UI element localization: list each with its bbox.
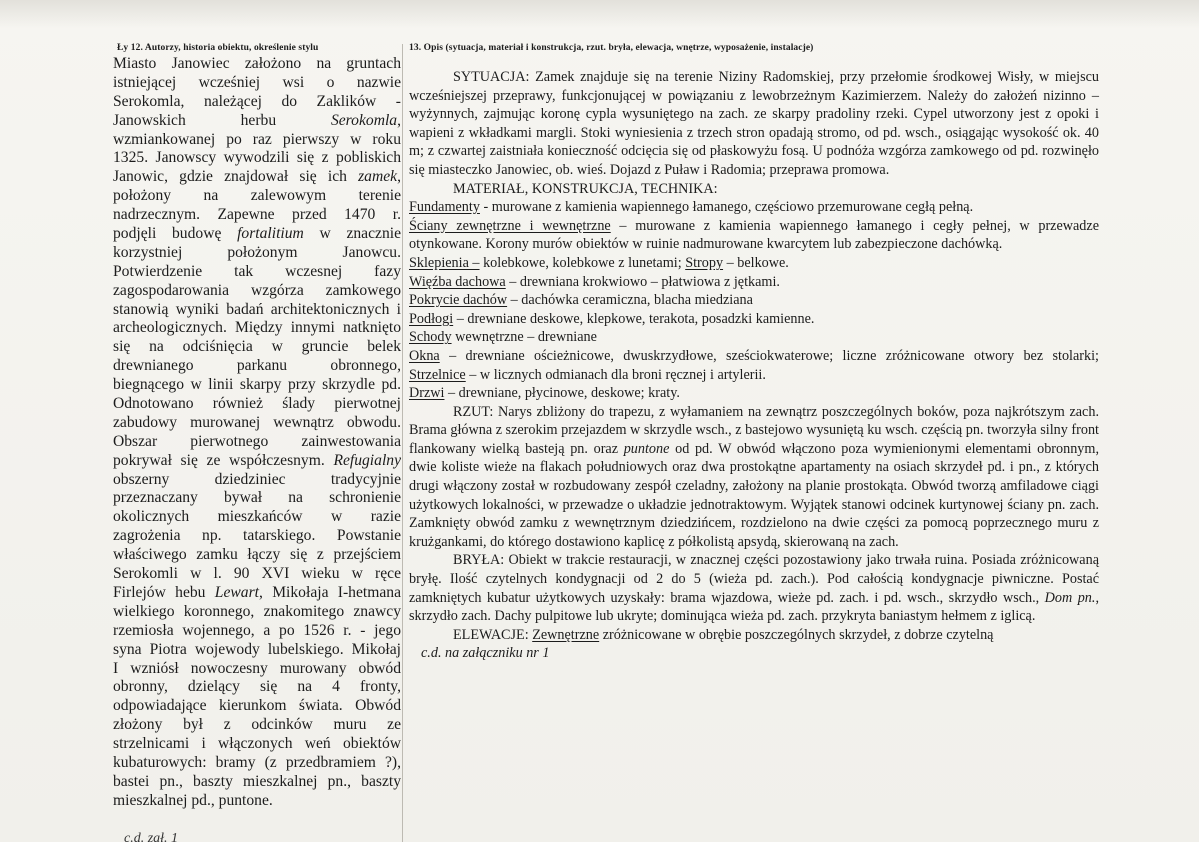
section-rzut: RZUT: Narys zbliżony do trapezu, z wyłamaniem na zewnątrz poszczególnych boków, poza najkrótszym zach. Brama główna z szerokim przejazdem w skrzydle wsch., z bastejowo wysuniętą ku wsch. częścią pn. tworzyła silny front flankowany wielką basteją pn. oraz puntone od pd. W obwód włączono poza wymienionymi elementami obronnym, dwie koliste wieże na flakach południowych oraz dwa prostokątne apartamenty na osiach skrzydeł pd. i pn., z których drugi włączony został w rozbudowany zespół czeladny, założony na planie prostokąta. Obwód tworzą amfiladowe ciągi użytkowych lokalności, w przewadze o układzie jednotraktowym. Wyjątek stanowi odcinek kurtynowej ściany pn. zach. Zamknięty obwód zamku z wewnętrznym dziedzińcem, rozdzielono na dwie części za pomocą poprzecznego muru z krużgankami, do którego dostawiono kaplicę z półkolistą apsydą, skierowaną na zach. xyxy=(409,403,1099,550)
history-line: pokrywał się ze współczesnym. Refugialny xyxy=(113,451,401,469)
material-item: Schody wewnętrzne – drewniane xyxy=(409,329,597,346)
left-continued-note: c.d. zał. 1 xyxy=(124,832,179,842)
history-line: korzystniej położonym Janowcu. xyxy=(113,243,401,261)
history-line: położony na zalewowym terenie xyxy=(113,187,401,205)
italic-term: puntone xyxy=(623,440,670,457)
history-line: Serokomli w l. 90 XVI wieku w ręce xyxy=(113,565,401,583)
history-line: obronny, dzielący się na 4 fronty, xyxy=(113,678,401,696)
material-term: Drzwi xyxy=(409,385,445,402)
material-item: Pokrycie dachów – dachówka ceramiczna, blacha miedziana xyxy=(409,292,753,309)
italic-term: Lewart xyxy=(214,583,259,601)
history-heading: Ły 12. Autorzy, historia obiektu, określenie stylu xyxy=(117,43,319,53)
material-term: Pokrycie dachów xyxy=(409,292,508,309)
history-line: mieszkalnej pd., puntone. xyxy=(113,791,273,809)
history-line: bastei pn., baszty mieszkalnej pn., baszty xyxy=(113,772,401,790)
material-item: Sklepienia – kolebkowe, kolebkowe z lunetami; Stropy – belkowe. xyxy=(409,254,789,271)
history-line: się na odciśnięcia w gruncie belek xyxy=(113,338,401,356)
material-term: Schody xyxy=(409,329,452,346)
italic-term: zamek xyxy=(358,168,398,186)
continued-note: c.d. na załączniku nr 1 xyxy=(421,645,550,662)
scan-shadow xyxy=(0,0,1199,28)
elewacje-label: ELEWACJE: xyxy=(453,626,533,643)
history-line: archeologicznych. Między innymi natknięto xyxy=(113,319,401,337)
material-term: Sklepienia – xyxy=(409,254,480,271)
material-item: Więźba dachowa – drewniana krokwiowo – płatwiowa z jętkami. xyxy=(409,273,780,290)
column-divider xyxy=(402,44,403,842)
history-line: Miasto Janowiec założono na gruntach xyxy=(113,55,401,72)
description-text xyxy=(409,68,1099,663)
elewacje-text: zróżnicowane w obrębie poszczególnych skrzydeł, z dobrze czytelną xyxy=(599,626,994,643)
italic-term: Dom pn. xyxy=(1044,589,1096,606)
description-heading: 13. Opis (sytuacja, materiał i konstrukcja, rzut. bryła, elewacja, wnętrze, wyposażenie, instalacje) xyxy=(409,43,814,53)
history-line: podjęli budowę fortalitium w znacznie xyxy=(113,225,401,243)
history-line: Serokomla, należącej do Zaklików - xyxy=(113,92,401,110)
material-item: Okna – drewniane ościeżnicowe, dwuskrzydłowe, sześciokwaterowe; liczne zróżnicowane otwory bez stolarki; Strzelnice – w licznych odmianach dla broni ręcznej i artylerii. xyxy=(409,347,1099,383)
italic-term: Serokomla xyxy=(330,111,398,129)
material-term: Okna xyxy=(409,347,440,364)
history-line: 1325. Janowscy wywodzili się z pobliskich xyxy=(113,149,401,167)
history-text xyxy=(113,55,401,811)
history-line: właściwego zamku łączy się z przejściem xyxy=(113,546,401,564)
material-item: Drzwi – drewniane, płycinowe, deskowe; kraty. xyxy=(409,385,680,402)
history-line: rzemiosła wojennego, a po 1526 r. - jego xyxy=(113,621,401,639)
history-line: syna Piotra wojewody lubelskiego. Mikołaj xyxy=(113,640,401,658)
description-column xyxy=(409,42,1099,842)
history-line: stanowią wyniki badań architektonicznych i xyxy=(113,300,401,318)
material-item: Podłogi – drewniane deskowe, klepkowe, terakota, posadzki kamienne. xyxy=(409,310,815,327)
history-line: odpowiadające kierunkom świata. Obwód xyxy=(113,697,401,715)
history-line: I wzniósł nowoczesny murowany obwód xyxy=(113,659,401,677)
history-line: wielkiego koronnego, znakomitego znawcy xyxy=(113,602,401,620)
material-term: Ściany zewnętrzne i wewnętrzne xyxy=(409,217,611,234)
history-line: Janowskich herbu Serokomla, xyxy=(113,111,401,129)
history-line: okolicznych mieszkańców w razie xyxy=(113,508,401,526)
history-line: zagospodarowania wzgórza zamkowego xyxy=(113,281,401,299)
material-term: Stropy xyxy=(685,254,724,271)
section-bryla: BRYŁA: Obiekt w trakcie restauracji, w znacznej części pozostawiony jako trwała ruina. Posiada zróżnicowaną bryłę. Ilość czytelnych kondygnacji od 2 do 5 (wieża pd. zach.). Pod całością kondygnacje piwniczne. Postać zamkniętych kubatur użytkowych uzyskały: brama wjazdowa, wieże pd. zach. i pd. wsch., skrzydło wsch., Dom pn., skrzydło zach. Dachy pulpitowe lub ukryte; dominująca wieża pd. zach. przykryta baniastym hełmem z iglicą. xyxy=(409,552,1099,625)
material-term: Fundamenty xyxy=(409,199,480,216)
material-item: Ściany zewnętrzne i wewnętrzne – murowane z kamienia wapiennego łamanego i cegły pełnej, w przewadze otynkowane. Korony murów obiektów w ruinie nadmurowane kwarcytem lub zabezpieczone dachówką. xyxy=(409,217,1099,253)
history-column xyxy=(113,42,401,842)
history-line: Janowic, gdzie znajdował się ich zamek, xyxy=(113,168,401,186)
history-line: istniejącej wcześniej wsi o nazwie xyxy=(113,73,401,91)
history-line: kubaturowych: bramy (z przedbramiem ?), xyxy=(113,753,401,771)
history-line: drewnianego parkanu obronnego, xyxy=(113,357,401,375)
material-term: Więźba dachowa xyxy=(409,273,506,290)
history-line: nadrzecznym. Zapewne przed 1470 r. xyxy=(113,206,401,224)
history-line: Odnotowano również ślady pierwotnej xyxy=(113,395,401,413)
history-line: strzelnicami i włączonych weń obiektów xyxy=(113,735,401,753)
history-line: zagrożenia np. tatarskiego. Powstanie xyxy=(113,527,401,545)
history-line: złożony był z odcinków muru ze xyxy=(113,716,401,734)
history-line: przeznaczany bywał na schronienie xyxy=(113,489,401,507)
material-term: Podłogi xyxy=(409,310,454,327)
section-sytuacja: SYTUACJA: Zamek znajduje się na terenie Niziny Radomskiej, przy przełomie środkowej Wisły, w miejscu wcześniejszej przeprawy, funkcjonującej w powiązaniu z lewobrzeżnym Kazimierzem. Należy do założeń nizinno – wyżynnych, zajmując koronę cypla wysuniętego na zach. ze skarpy pradoliny rzeki. Cypel utworzony jest z opoki i wapieni z wkładkami margli. Stoki wyniesienia z trzech stron opadają stromo, od pd. wsch., osiągając wysokość ok. 40 m; z czwartej zaistniała konieczność odcięcia się od płaskowyżu fosą. U podnóża wzgórza zamkowego od pd. rozwinęło się miasteczko Janowiec, ob. wieś. Dojazd z Puław i Radomia; przeprawa promowa. xyxy=(409,69,1099,178)
history-line: obszerny dziedziniec tradycyjnie xyxy=(113,470,401,488)
history-line: Firlejów hebu Lewart, Mikołaja I-hetmana xyxy=(113,583,402,601)
elewacje-term: Zewnętrzne xyxy=(532,626,600,643)
history-line: wzmiankowanej po raz pierwszy w roku xyxy=(113,130,401,148)
history-line: Potwierdzenie tak wczesnej fazy xyxy=(113,262,401,280)
section-elewacje xyxy=(409,626,1099,645)
history-line: Obszar pierwotnego zainwestowania xyxy=(113,432,401,450)
material-list xyxy=(409,198,1099,403)
history-line: zabudowy murowanej wewnątrz obwodu. xyxy=(113,413,401,431)
material-item: Fundamenty - murowane z kamienia wapiennego łamanego, częściowo przemurowane cegłą pełną. xyxy=(409,199,974,216)
history-line: biegnącego w linii skarpy przy skrzydle pd. xyxy=(113,376,401,394)
section-material-heading: MATERIAŁ, KONSTRUKCJA, TECHNIKA: xyxy=(453,180,718,197)
italic-term: fortalitium xyxy=(237,225,304,243)
italic-term: Refugialny xyxy=(333,451,401,469)
material-term: Strzelnice xyxy=(409,366,466,383)
